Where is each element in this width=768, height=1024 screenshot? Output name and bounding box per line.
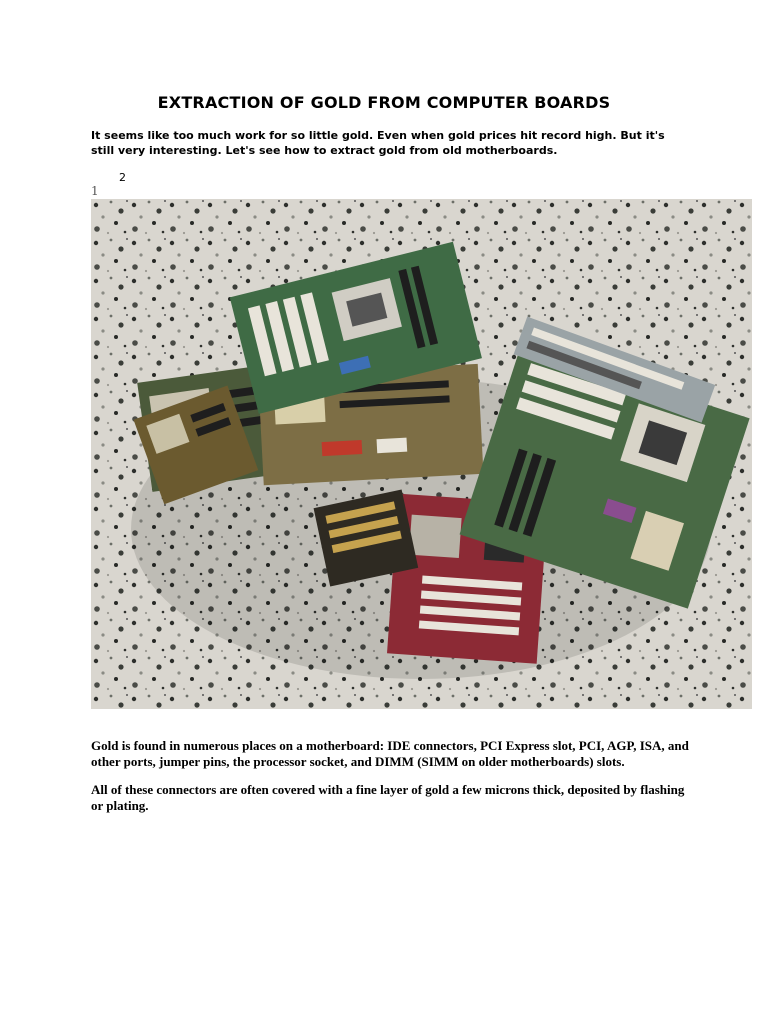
intro-paragraph: It seems like too much work for so little gold. Even when gold prices hit record high. But it's still very interesting. Let's see how to extract gold from old motherboards. [91, 129, 665, 157]
body-paragraph-2: All of these connectors are often covered with a fine layer of gold a few microns thick, deposited by flashing or plating. [91, 782, 685, 813]
page-title: EXTRACTION OF GOLD FROM COMPUTER BOARDS [157, 93, 611, 112]
motherboards-photo [91, 199, 752, 709]
footnote-marker-1: 1 [91, 184, 99, 198]
body-paragraph-1: Gold is found in numerous places on a motherboard: IDE connectors, PCI Express slot, PCI, AGP, ISA, and other ports, jumper pins, the processor socket, and DIMM (SIMM on older motherboards) slots. [91, 738, 689, 769]
motherboards-illustration [91, 199, 752, 709]
footnote-marker-2: 2 [119, 171, 126, 184]
